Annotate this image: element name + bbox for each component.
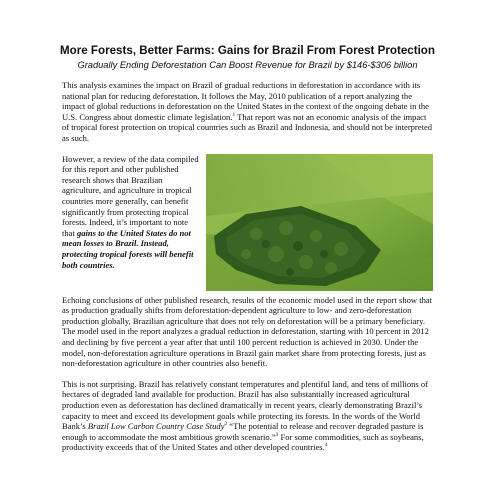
footnote-ref: 3 — [275, 431, 279, 438]
forest-aerial-photo — [206, 154, 433, 291]
footnote-ref: 4 — [324, 442, 328, 449]
footnote-ref: 1 — [232, 111, 236, 118]
photo-section — [62, 154, 433, 295]
citation-title: Brazil Low Carbon Country Case Study — [87, 421, 225, 432]
document-subtitle: Gradually Ending Deforestation Can Boost Revenue for Brazil by $146-$306 billion — [77, 60, 418, 70]
footnote-ref: 2 — [224, 421, 228, 428]
document-body — [62, 80, 433, 453]
paragraph-review: However, a review of the data compiled for this report and other published research shows that Brazilian agriculture, and agriculture in tropical countries more generally, can benefit significantly from protecting tropical forests. Indeed, it’s important to note that gains to the United States do not mean losses to Brazil. Instead, protecting tropical forests will benefit both countries. — [62, 153, 199, 270]
document-title: More Forests, Better Farms: Gains for Brazil From Forest Protection — [60, 44, 435, 57]
emphasized-statement: gains to the United States do not mean losses to Brazil. Instead, protecting tropical forests will benefit both countries. — [62, 227, 194, 270]
paragraph-brazil-capacity: This is not surprising. Brazil has relatively constant temperatures and plentiful land, and tens of millions of hectares of degraded land available for production. Brazil has also substantially increased agricultural production even as deforestation has declined dramatically in recent years, clearly demonstrating Brazil’s capacity to meet and exceed its development goals while protecting its forests. In the words of the World Bank’s Brazil Low Carbon Country Case Study$^2$ “The potential to release and recover degraded pasture is enough to accommodate the most ambitious growth scenario.”$^3$ For some commodities, such as soybeans, productivity exceeds that of the United States and other developed countries.$^4$ — [62, 378, 429, 453]
paragraph-model-results: Echoing conclusions of other published research, results of the economic model used in the report show that as production gradually shifts from deforestation-dependent agriculture to low- and zero-deforestation production globally, Brazilian agriculture that does not rely on deforestation will be a primary beneficiary. The model used in the report analyzes a gradual reduction in deforestation, starting with 10 percent in 2012 and declining by five percent a year after that until 100 percent reduction is achieved in 2030. Under the model, non-deforestation agriculture operations in Brazil gain market share from protecting forests, just as non-deforestation agriculture in other countries also benefit. — [62, 294, 433, 369]
paragraph-intro: This analysis examines the impact on Brazil of gradual reductions in deforestation in accordance with its national plan for reducing deforestation. It follows the May, 2010 publication of a report analyzing the impact of global reductions in deforestation on the United States in the context of the ongoing debate in the U.S. Congress about domestic climate legislation.$^1$ That report was not an economic analysis of the impact of tropical forest protection on tropical countries such as Brazil and Indonesia, and should not be interpreted as such. — [62, 80, 433, 143]
